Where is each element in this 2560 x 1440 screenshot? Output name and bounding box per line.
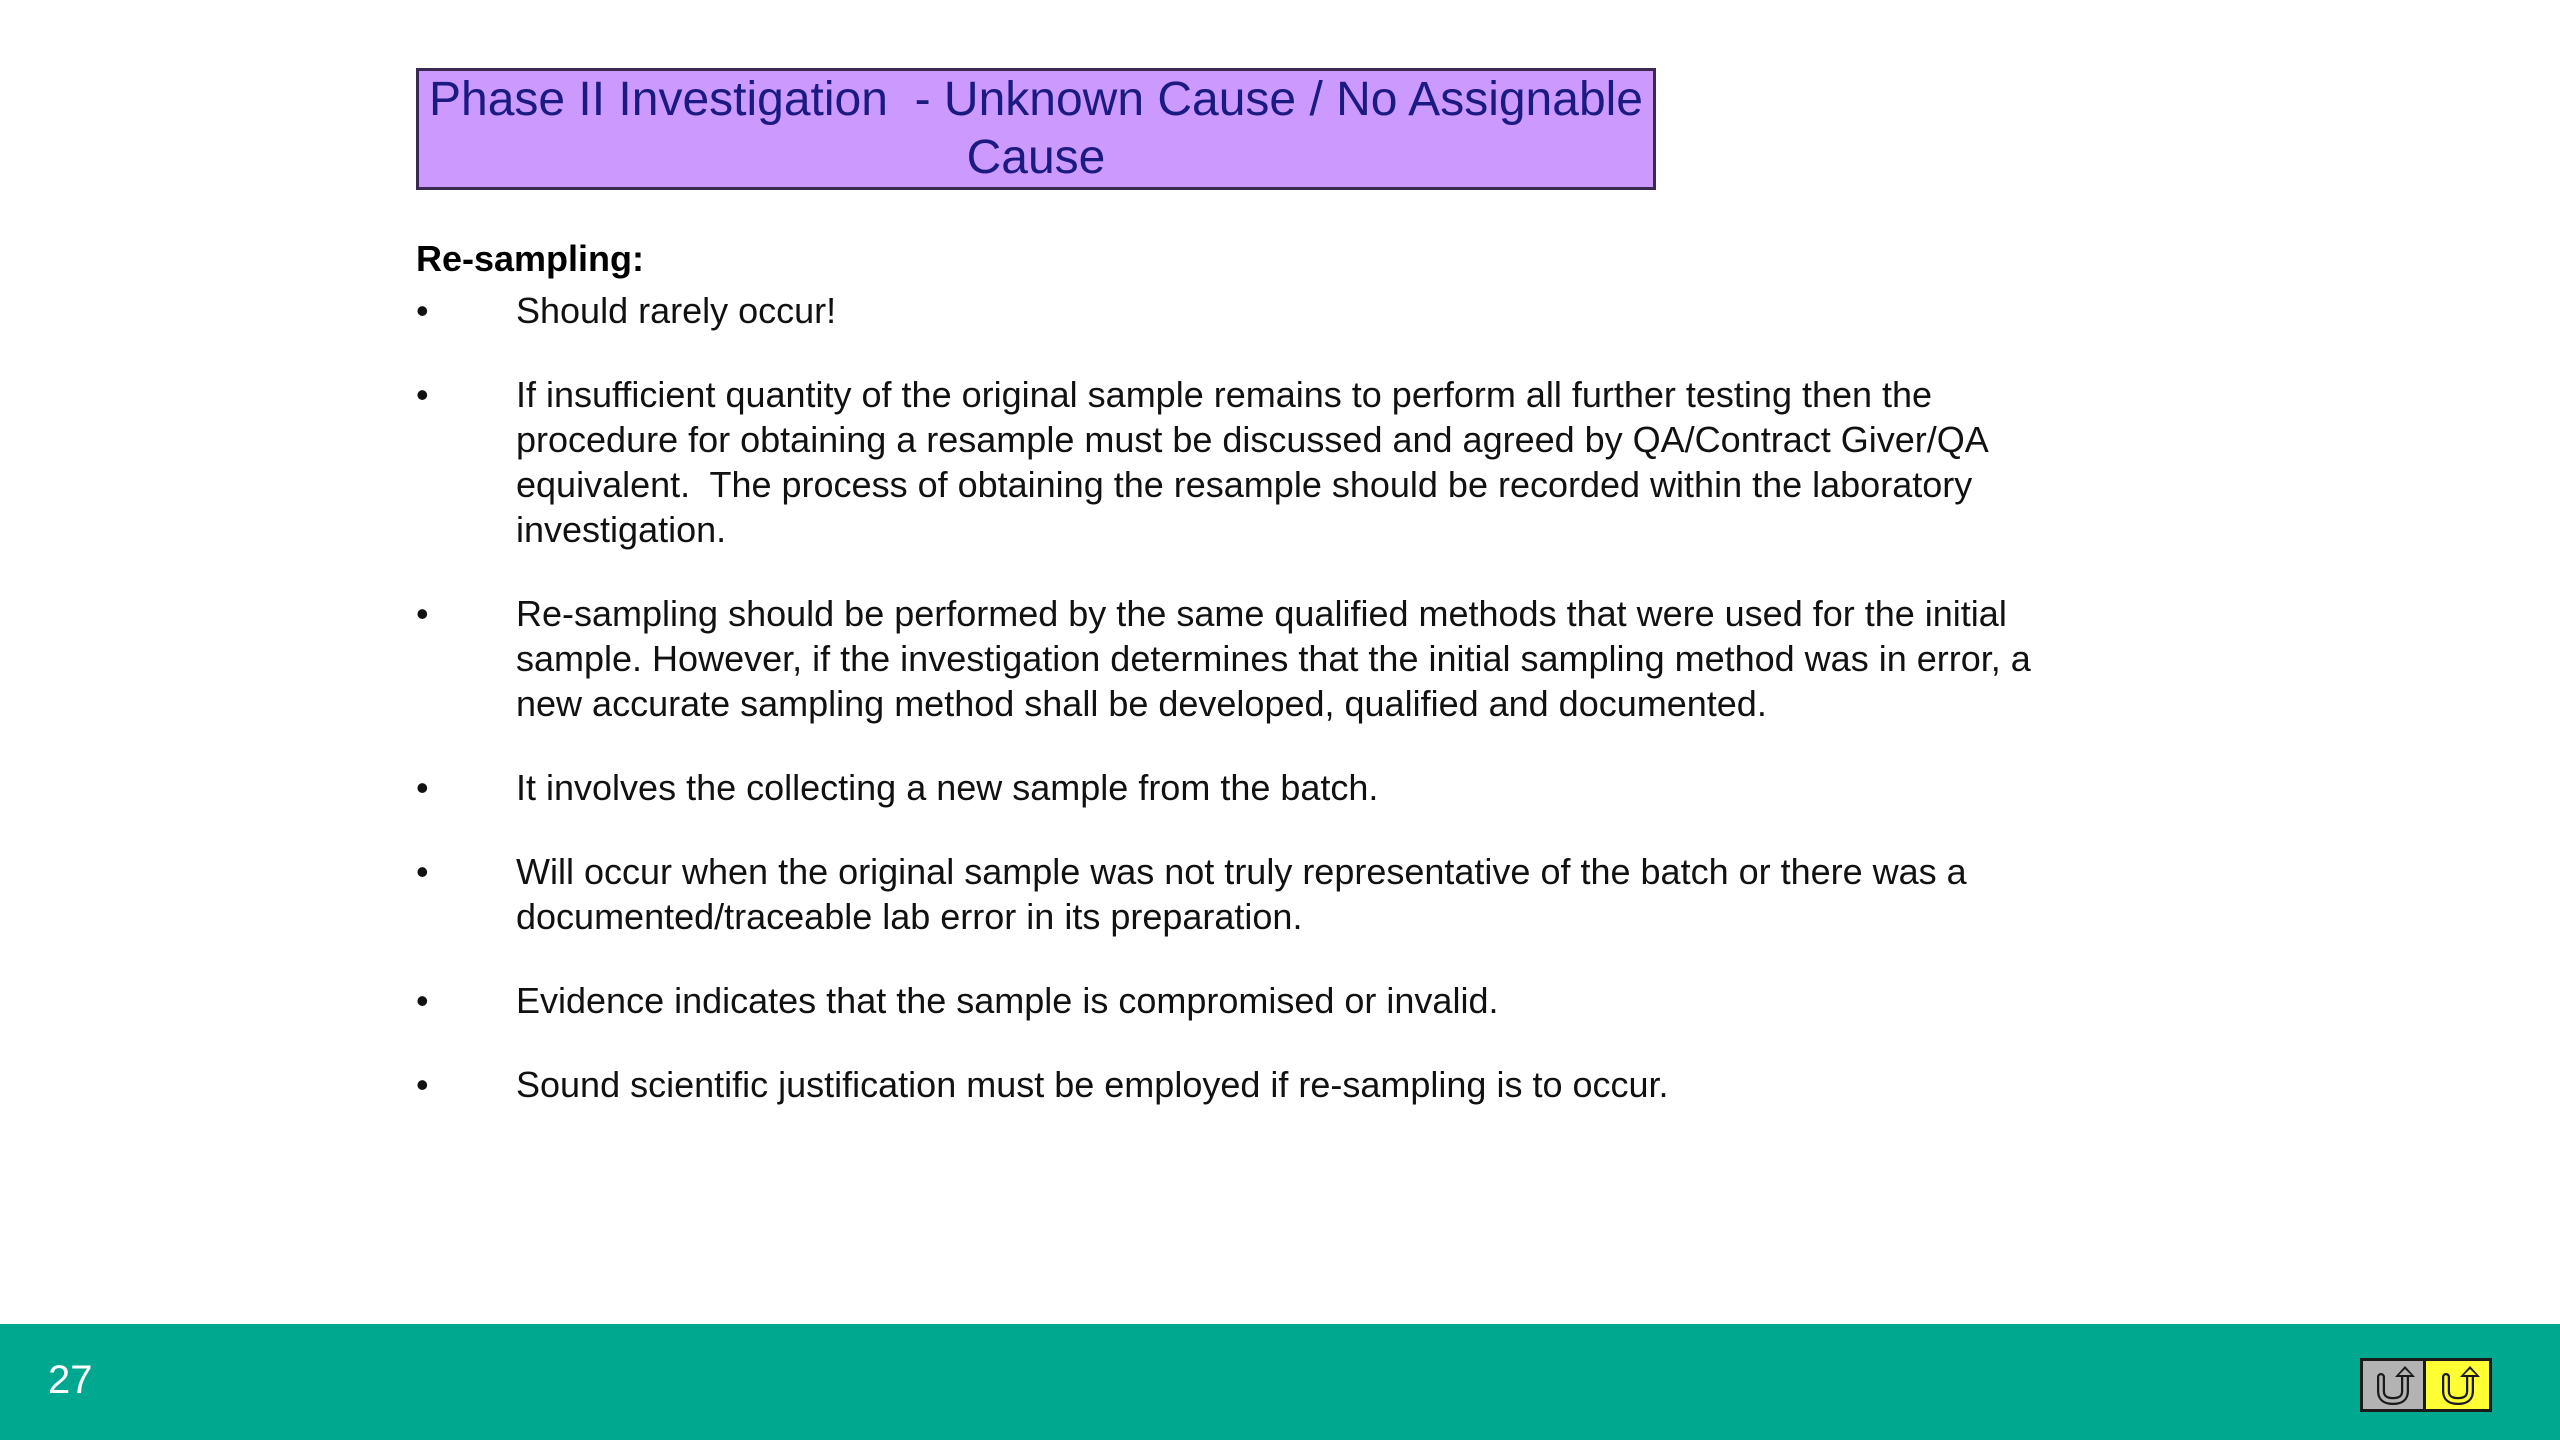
bullet-text: Re-sampling should be performed by the same qualified methods that were used for the initial sample. However, if the investigation determines that the initial sampling method was in error, a new accurate sampling method shall be developed, qualified and documented. bbox=[516, 593, 2041, 724]
bullet-list bbox=[416, 288, 2056, 1146]
bullet-marker: • bbox=[416, 980, 429, 1021]
bullet-item bbox=[416, 765, 2056, 810]
bullet-marker: • bbox=[416, 767, 429, 808]
bullet-marker: • bbox=[416, 1064, 429, 1105]
return-button-yellow[interactable] bbox=[2426, 1358, 2492, 1412]
u-turn-arrow-icon bbox=[2371, 1363, 2415, 1407]
bullet-text: If insufficient quantity of the original sample remains to perform all further testing then the procedure for obtaining a resample must be discussed and agreed by QA/Contract Giver/QA equivalent. The process of obtaining the resample should be recorded within the laboratory investigation. bbox=[516, 374, 1997, 550]
title-box bbox=[416, 68, 1656, 190]
bullet-marker: • bbox=[416, 851, 429, 892]
bullet-item bbox=[416, 372, 2056, 552]
footer-bar bbox=[0, 1324, 2560, 1440]
page-title: Phase II Investigation - Unknown Cause / No Assignable Cause bbox=[428, 73, 1657, 184]
bullet-item bbox=[416, 978, 2056, 1023]
bullet-marker: • bbox=[416, 290, 429, 331]
bullet-marker: • bbox=[416, 374, 429, 415]
bullet-text: Will occur when the original sample was not truly representative of the batch or there was a documented/traceable lab error in its preparation. bbox=[516, 851, 1977, 937]
bullet-item bbox=[416, 288, 2056, 333]
bullet-text: Sound scientific justification must be employed if re-sampling is to occur. bbox=[516, 1064, 1669, 1105]
nav-buttons bbox=[2360, 1358, 2492, 1412]
bullet-item bbox=[416, 849, 2056, 939]
bullet-marker: • bbox=[416, 593, 429, 634]
u-turn-arrow-icon bbox=[2436, 1363, 2480, 1407]
page-number: 27 bbox=[48, 1358, 93, 1402]
bullet-text: Evidence indicates that the sample is compromised or invalid. bbox=[516, 980, 1499, 1021]
section-heading: Re-sampling: bbox=[416, 238, 645, 279]
bullet-item bbox=[416, 591, 2056, 726]
bullet-item bbox=[416, 1062, 2056, 1107]
return-button-grey[interactable] bbox=[2360, 1358, 2426, 1412]
bullet-text: Should rarely occur! bbox=[516, 290, 837, 331]
bullet-text: It involves the collecting a new sample from the batch. bbox=[516, 767, 1379, 808]
